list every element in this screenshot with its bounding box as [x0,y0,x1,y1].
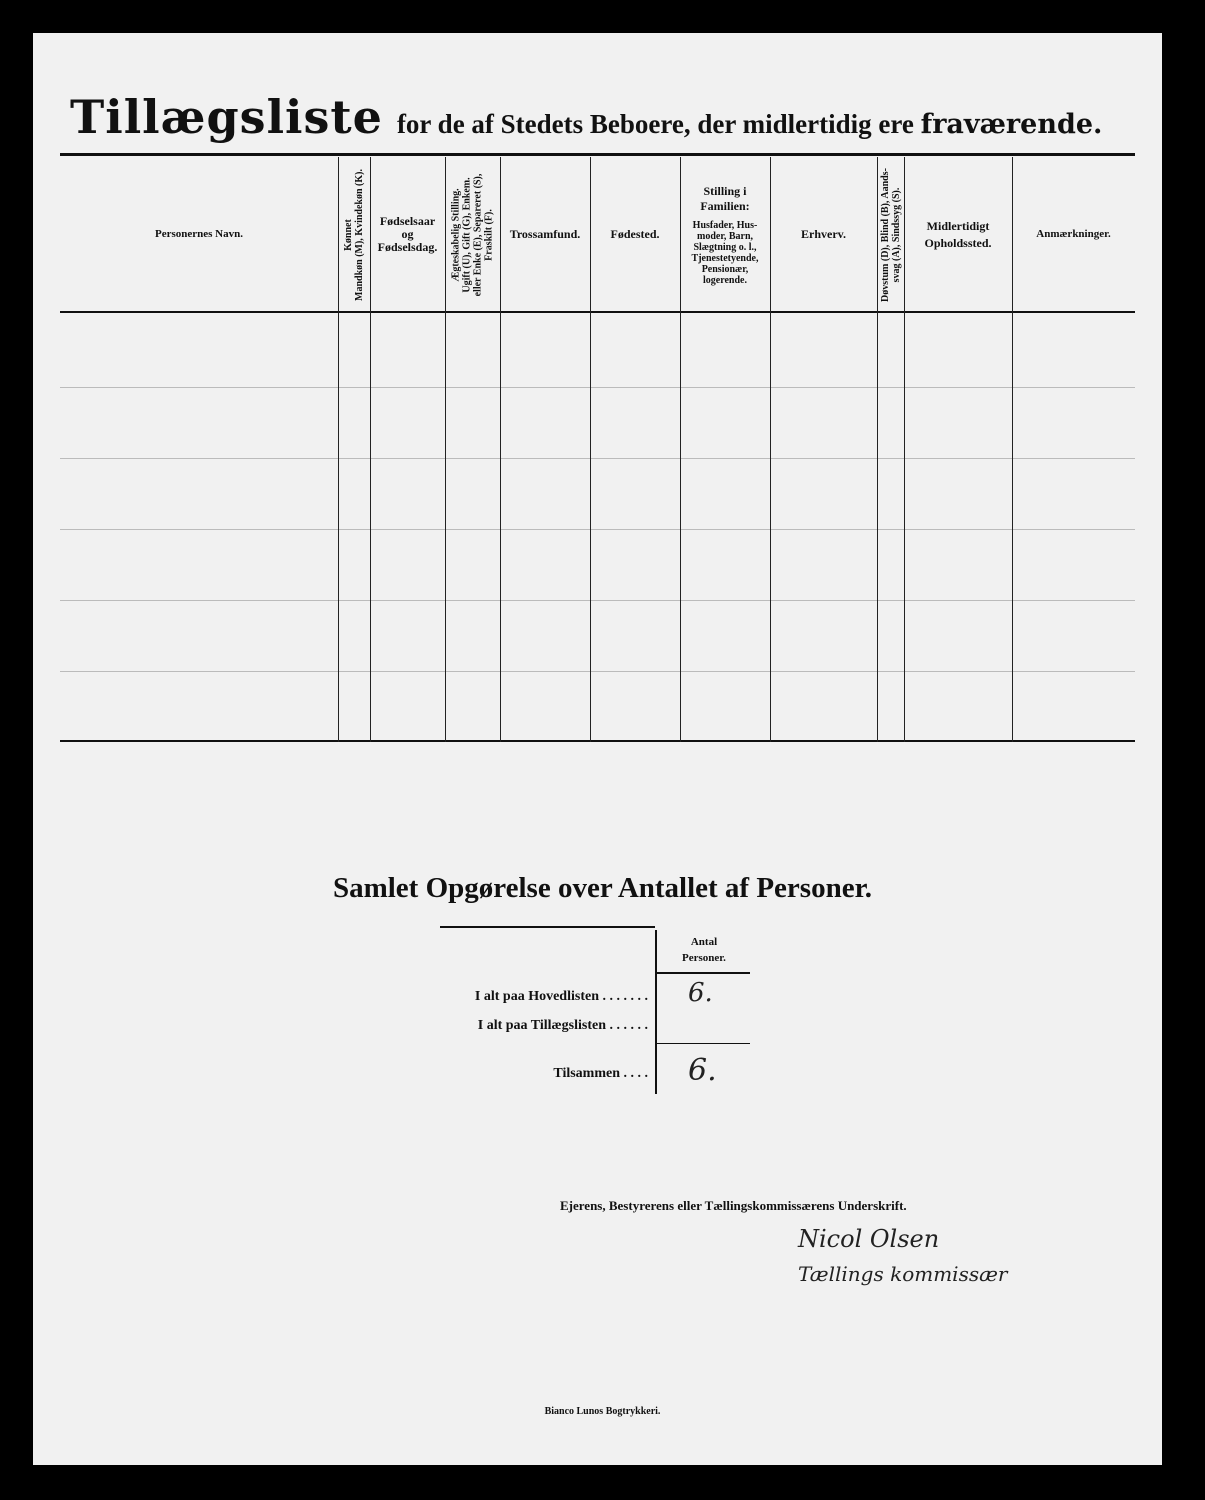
summary-header-rule [657,972,750,974]
row-divider [60,458,1135,459]
row-divider [60,387,1135,388]
page-title [70,90,1110,144]
summary-top-rule [440,926,655,928]
table-bottom-rule [60,740,1135,742]
col-header-sex-text: Kønnet Mandkøn (M), Kvindekøn (K). [343,168,365,301]
col-header-birthplace: Fødested. [610,227,660,241]
summary-value-main-list: 6. [688,978,713,1008]
summary-title: Samlet Opgørelse over Antallet af Personer. [332,872,873,904]
col-header-family-body: Husfader, Hus- moder, Barn, Slægtning o. l., Tjenestetyende, Pensionær, logerende. [691,219,759,286]
row-divider [60,600,1135,601]
row-divider [60,671,1135,672]
signature-label: Ejerens, Bestyrerens eller Tællingskommissærens Underskrift. [560,1198,907,1213]
summary-label-supplement-list: I alt paa Tillægslisten . . . . . . [477,1018,648,1033]
col-header-disability [877,157,904,312]
title-main: Tillægsliste [70,90,383,144]
row-divider [60,529,1135,530]
col-header-occupation: Erhverv. [801,227,846,241]
col-header-disability-text: Døvstum (D), Blind (B), Aands- svag (A), Sindssyg (S). [879,167,902,302]
top-rule [60,153,1135,156]
col-header-family [680,157,770,312]
col-header-remarks: Anmærkninger. [1036,228,1111,240]
signature-name: Nicol Olsen [798,1225,940,1253]
signature-title: Tællings kommissær [798,1262,1008,1286]
col-header-marital [445,157,500,312]
absentee-table [60,157,1135,742]
summary-column-header: Antal Personer. [682,936,726,964]
col-header-residence: Midlertidigt Opholdssted. [924,218,992,250]
col-header-sex [338,157,370,312]
col-header-marital-text: Ægteskabelig Stilling. Ugift (U), Gift (G), Enkem. eller Enke (E), Separeret (S), Fraskilt (F). [450,173,495,296]
summary-value-total: 6. [688,1053,717,1088]
printer-imprint: Bianco Lunos Bogtrykkeri. [544,1406,661,1417]
title-subtitle [397,109,1102,139]
summary-total-rule [657,1043,750,1044]
title-emphasis: fraværende. [920,109,1103,140]
summary-column-rule [655,930,657,1094]
col-header-birth: Fødselsaar og Fødselsdag. [377,214,438,254]
col-header-family-head: Stilling i Familien: [700,183,750,213]
title-rest-text: for de af Stedets Beboere, der midlertidig ere [396,109,914,139]
col-header-religion: Trossamfund. [509,227,581,241]
col-header-names: Personernes Navn. [155,228,243,240]
summary-label-total: Tilsammen . . . . [553,1066,648,1081]
summary-label-main-list: I alt paa Hovedlisten . . . . . . . [474,989,648,1004]
